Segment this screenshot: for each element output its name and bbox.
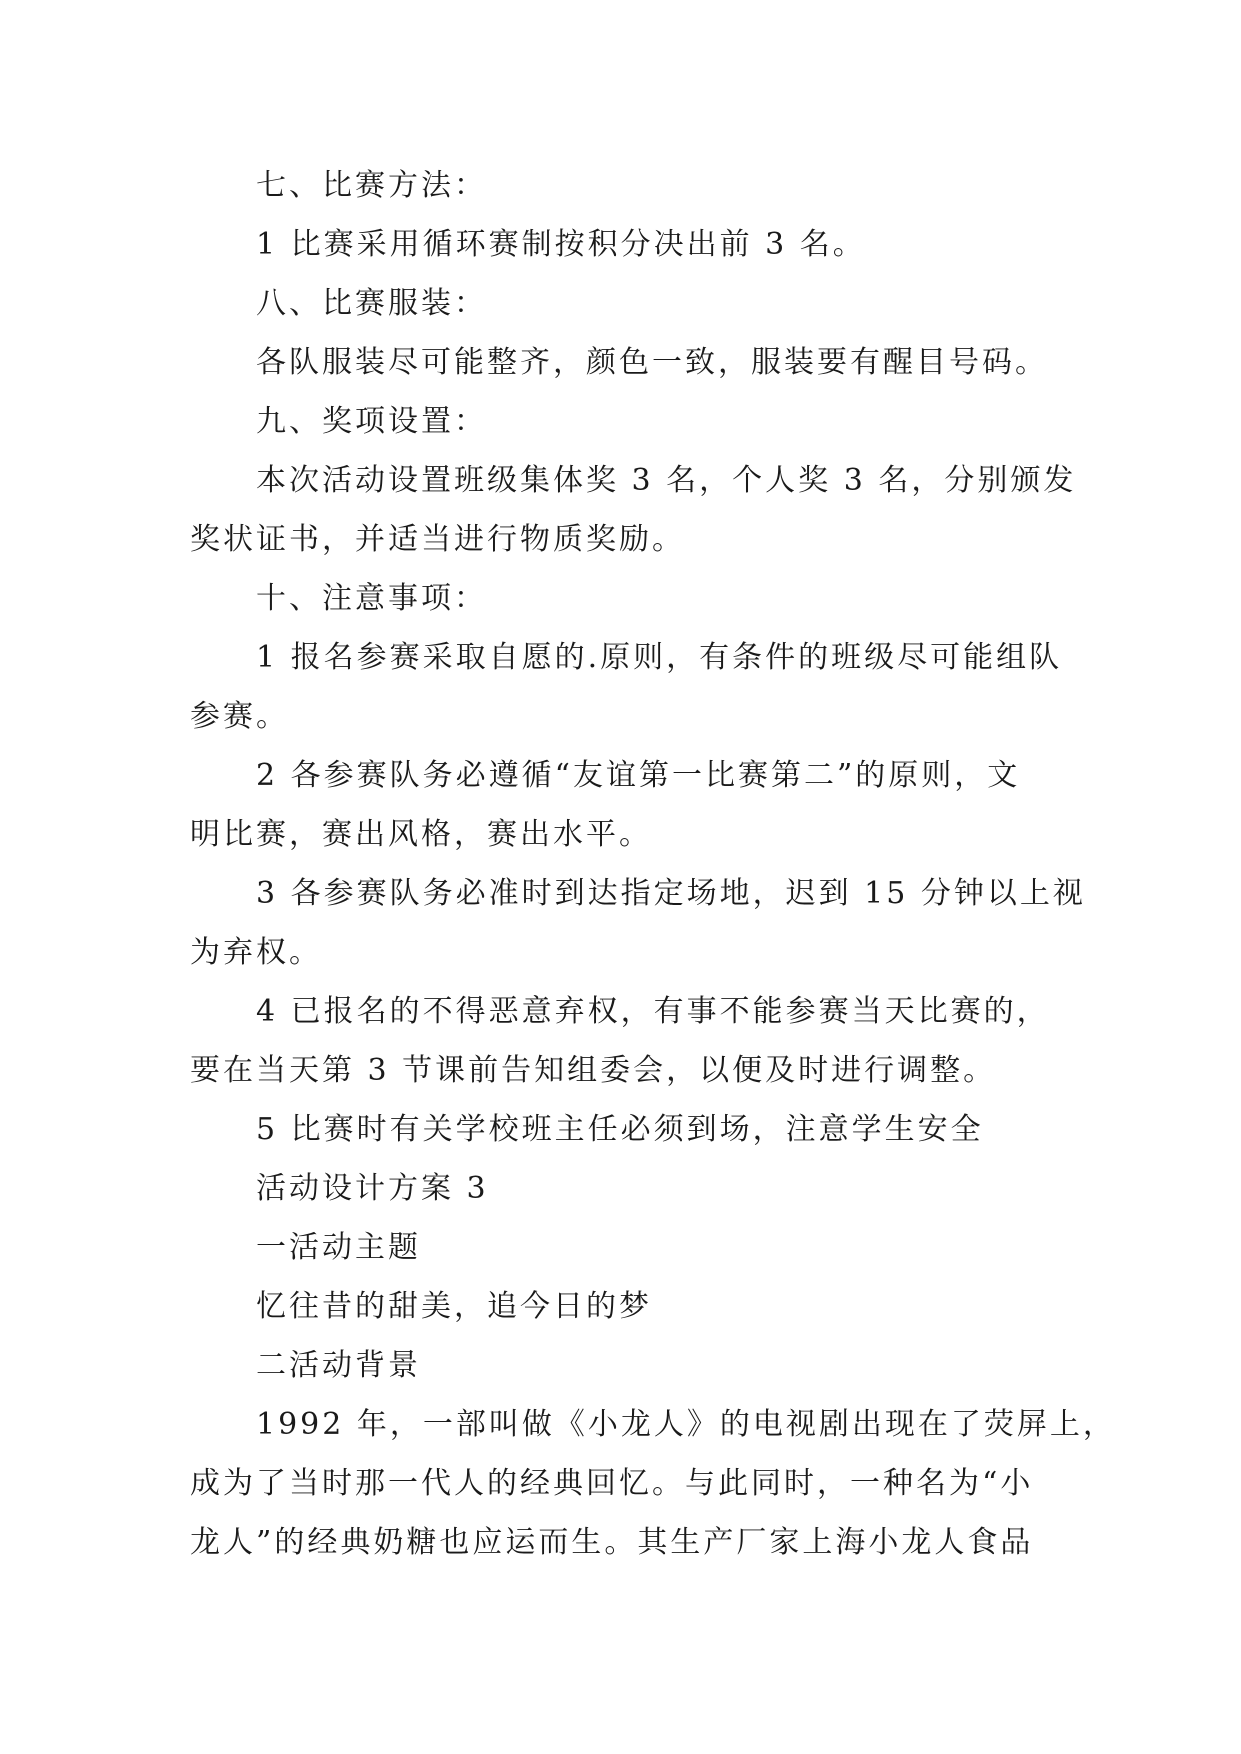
paragraph-line: 各队服装尽可能整齐，颜色一致，服装要有醒目号码。	[256, 345, 1048, 380]
section-heading-background: 二活动背景	[256, 1348, 421, 1383]
paragraph-line: 为弃权。	[190, 935, 322, 970]
document-subtitle: 活动设计方案 3	[256, 1171, 489, 1206]
paragraph-line: 1 报名参赛采取自愿的.原则，有条件的班级尽可能组队	[256, 640, 1063, 675]
paragraph-line: 2 各参赛队务必遵循“友谊第一比赛第二”的原则，文	[256, 758, 1021, 793]
section-heading-notes: 十、注意事项：	[256, 581, 487, 616]
paragraph-line: 成为了当时那一代人的经典回忆。与此同时，一种名为“小	[190, 1466, 1034, 1501]
section-heading-method: 七、比赛方法：	[256, 168, 487, 203]
section-heading-theme: 一活动主题	[256, 1230, 421, 1265]
section-heading-attire: 八、比赛服装：	[256, 286, 487, 321]
paragraph-line: 参赛。	[190, 699, 289, 734]
paragraph-line: 龙人”的经典奶糖也应运而生。其生产厂家上海小龙人食品	[190, 1525, 1034, 1560]
paragraph-line: 3 各参赛队务必准时到达指定场地，迟到 15 分钟以上视	[256, 876, 1086, 911]
paragraph-line: 5 比赛时有关学校班主任必须到场，注意学生安全	[256, 1112, 984, 1147]
paragraph-line: 要在当天第 3 节课前告知组委会，以便及时进行调整。	[190, 1053, 997, 1088]
paragraph-line: 1992 年，一部叫做《小龙人》的电视剧出现在了荧屏上，	[256, 1407, 1116, 1442]
paragraph-line: 1 比赛采用循环赛制按积分决出前 3 名。	[256, 227, 866, 262]
paragraph-line: 本次活动设置班级集体奖 3 名，个人奖 3 名，分别颁发	[256, 463, 1077, 498]
paragraph-line: 4 已报名的不得恶意弃权，有事不能参赛当天比赛的，	[256, 994, 1050, 1029]
section-heading-awards: 九、奖项设置：	[256, 404, 487, 439]
paragraph-line: 明比赛，赛出风格，赛出水平。	[190, 817, 652, 852]
paragraph-line: 忆往昔的甜美，追今日的梦	[256, 1289, 652, 1324]
paragraph-line: 奖状证书，并适当进行物质奖励。	[190, 522, 685, 557]
